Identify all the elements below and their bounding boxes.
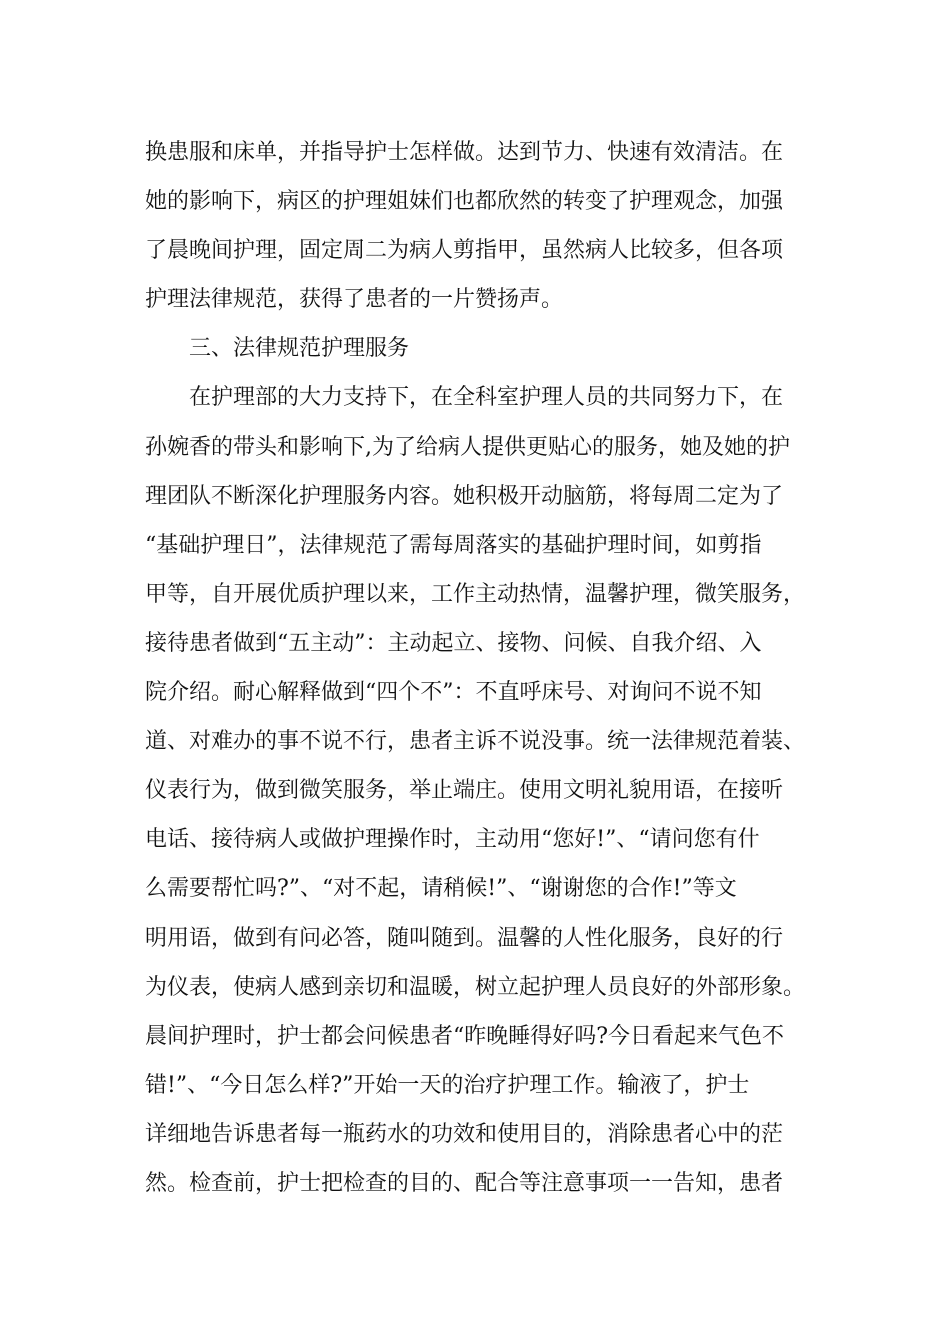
text-line: 甲等，自开展优质护理以来，工作主动热情，温馨护理，微笑服务， bbox=[145, 581, 806, 607]
text-line: 孙婉香的带头和影响下,为了给病人提供更贴心的服务，她及她的护 bbox=[145, 434, 790, 460]
text-line: 换患服和床单，并指导护士怎样做。达到节力、快速有效清洁。在 bbox=[145, 140, 784, 165]
text-line: 电话、接待病人或做护理操作时，主动用“您好!”、“请问您有什 bbox=[145, 827, 760, 853]
text-line: 道、对难办的事不说不行，患者主诉不说没事。统一法律规范着装、 bbox=[145, 729, 806, 755]
text-line: 错!”、“今日怎么样?”开始一天的治疗护理工作。输液了，护士 bbox=[145, 1072, 750, 1098]
text-line: 详细地告诉患者每一瓶药水的功效和使用目的，消除患者心中的茫 bbox=[145, 1121, 784, 1147]
text-line: 了晨晚间护理，固定周二为病人剪指甲，虽然病人比较多，但各项 bbox=[145, 238, 784, 264]
text-line: 仪表行为，做到微笑服务，举止端庄。使用文明礼貌用语，在接听 bbox=[145, 778, 784, 804]
text-line: 理团队不断深化护理服务内容。她积极开动脑筋，将每周二定为了 bbox=[145, 483, 784, 509]
text-line: 么需要帮忙吗?”、“对不起，请稍候!”、“谢谢您的合作!”等文 bbox=[145, 876, 737, 902]
text-line: 在护理部的大力支持下，在全科室护理人员的共同努力下，在 bbox=[189, 385, 784, 411]
text-line: 明用语，做到有问必答，随叫随到。温馨的人性化服务，良好的行 bbox=[145, 925, 784, 951]
text-line: 她的影响下，病区的护理姐妹们也都欣然的转变了护理观念，加强 bbox=[145, 189, 784, 215]
section-heading: 三、法律规范护理服务 bbox=[189, 336, 410, 362]
text-line: 为仪表，使病人感到亲切和温暖，树立起护理人员良好的外部形象。 bbox=[145, 974, 806, 1000]
text-line: “基础护理日”，法律规范了需每周落实的基础护理时间，如剪指 bbox=[145, 532, 762, 558]
text-line: 接待患者做到“五主动”：主动起立、接物、问候、自我介绍、入 bbox=[145, 630, 762, 656]
text-line: 然。检查前，护士把检查的目的、配合等注意事项一一告知，患者 bbox=[145, 1170, 784, 1196]
text-line: 院介绍。耐心解释做到“四个不”：不直呼床号、对询问不说不知 bbox=[145, 680, 762, 706]
text-line: 晨间护理时，护士都会问候患者“昨晚睡得好吗?今日看起来气色不 bbox=[145, 1023, 785, 1049]
text-line: 护理法律规范，获得了患者的一片赞扬声。 bbox=[145, 287, 564, 313]
body-text bbox=[145, 128, 835, 1208]
